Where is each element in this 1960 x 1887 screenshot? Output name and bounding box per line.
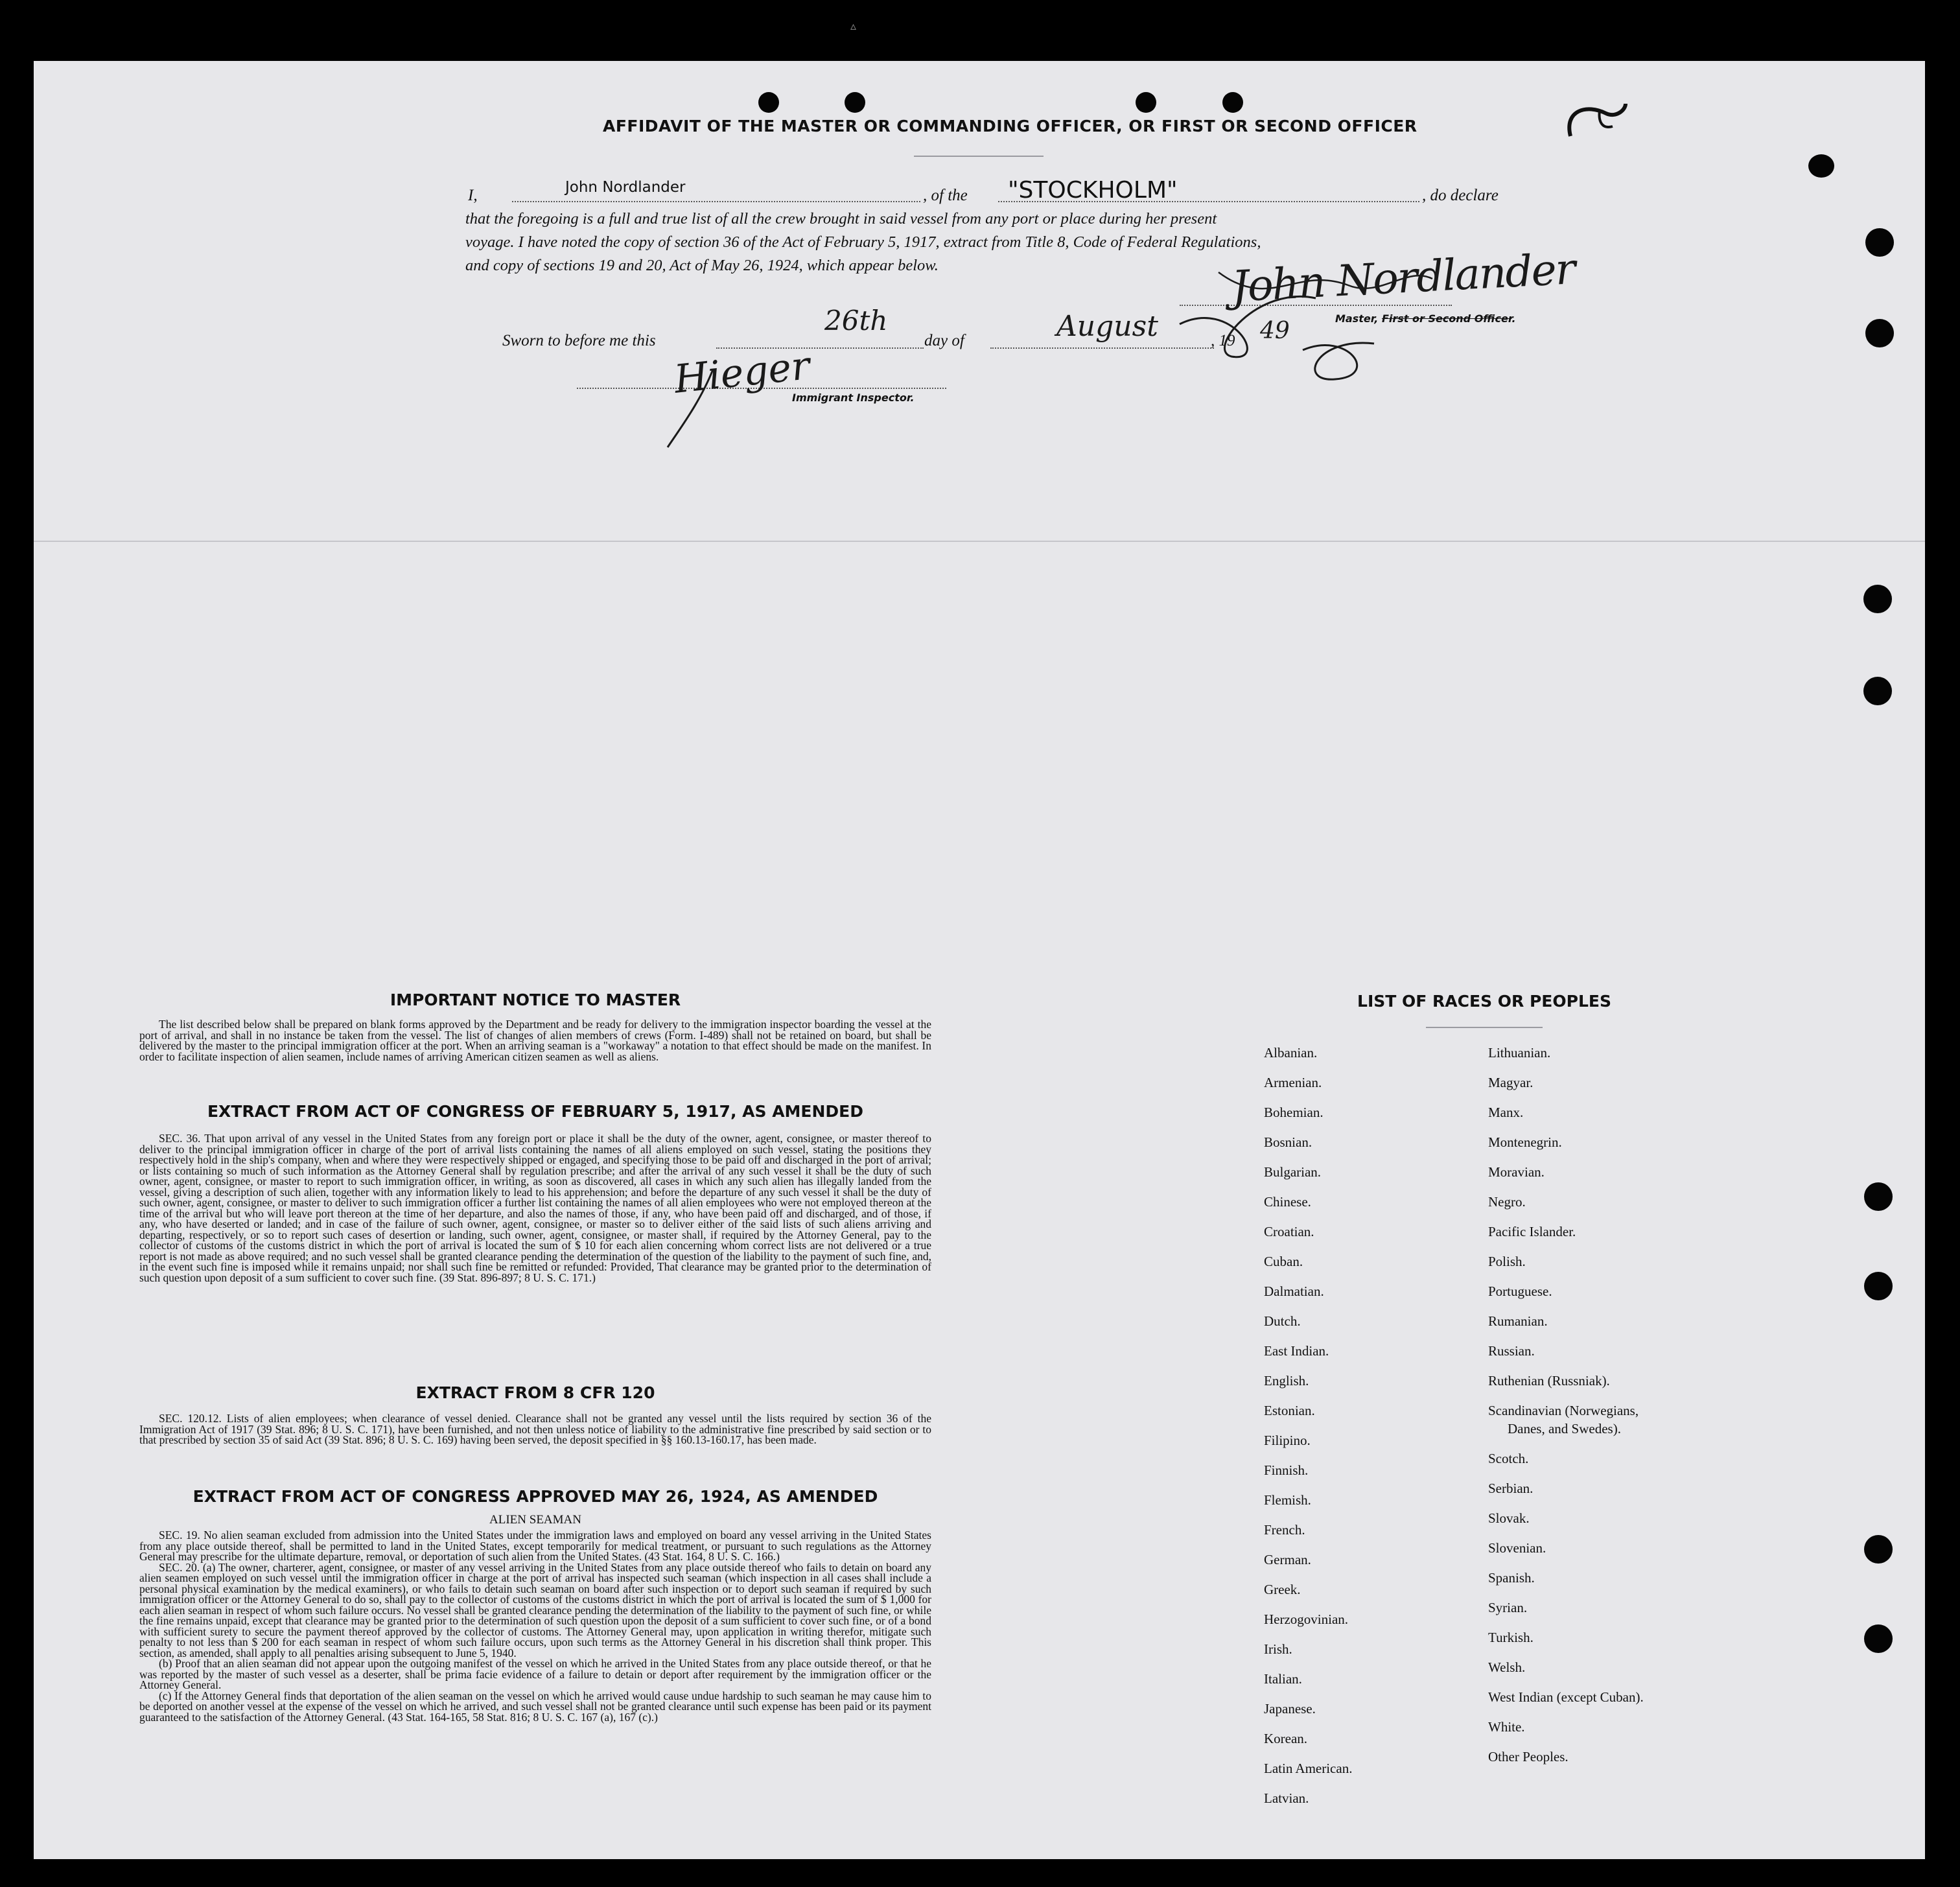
race-item: Japanese.	[1264, 1701, 1316, 1717]
race-item: Croatian.	[1264, 1224, 1314, 1239]
race-item: Moravian.	[1488, 1164, 1545, 1180]
of-the-label: , of the	[923, 187, 968, 204]
race-item: Manx.	[1488, 1105, 1524, 1120]
sec120-paragraph: SEC. 120.12. Lists of alien employees; when clearance of vessel denied. Clearance shall not be granted any vessel until the lists required by section 36 of the Immigration Act of 1917 (39 Stat. 896; 8 U. S. C. 171), have been furnished, and not then unless notice of liability to the administrative fine prescribed by said section or to that prescribed by section 35 of said Act (39 Stat. 896; 8 U. S. C. 169) having been served, the deposit specified in §§ 160.13-160.17, has been made.	[139, 1412, 931, 1446]
title-rule	[914, 156, 1044, 157]
race-item: Flemish.	[1264, 1492, 1311, 1508]
caption-period: .	[1511, 312, 1516, 325]
race-item: Other Peoples.	[1488, 1749, 1569, 1764]
race-item: Slovak.	[1488, 1510, 1530, 1526]
punch-hole-icon	[845, 92, 865, 113]
race-item: Latvian.	[1264, 1790, 1309, 1806]
race-item: Bulgarian.	[1264, 1164, 1322, 1180]
notice-body	[139, 1019, 931, 1062]
race-item: Albanian.	[1264, 1045, 1318, 1061]
race-item: Polish.	[1488, 1254, 1526, 1269]
race-item: Bohemian.	[1264, 1105, 1324, 1120]
race-item: West Indian (except Cuban).	[1488, 1689, 1644, 1705]
sec20c-paragraph: (c) If the Attorney General finds that deportation of the alien seaman on the vessel on which he arrived would cause undue hardship to such seaman he may cause him to be deported on another vessel at the expense of the vessel on which he arrived, and such vessel shall not be granted clearance until such expense has been paid or its payment guaranteed to the satisfaction of the Attorney General. (43 Stat. 164-165, 58 Stat. 816; 8 U. S. C. 167 (a), 167 (c).)	[139, 1689, 931, 1724]
punch-hole-icon	[1865, 319, 1894, 347]
do-declare-label: , do declare	[1422, 187, 1499, 204]
race-item: Spanish.	[1488, 1570, 1535, 1586]
race-item: German.	[1264, 1552, 1311, 1567]
signature-flourish	[1102, 259, 1439, 389]
punch-hole-icon	[758, 92, 779, 113]
inspector-flourish	[655, 363, 732, 454]
races-title: LIST OF RACES OR PEOPLES	[1357, 992, 1611, 1011]
race-item: Irish.	[1264, 1641, 1292, 1657]
race-item: Cuban.	[1264, 1254, 1303, 1269]
race-item: Bosnian.	[1264, 1134, 1312, 1150]
race-item: French.	[1264, 1522, 1305, 1538]
sworn-day-value: 26th	[824, 305, 888, 336]
extract2-title: EXTRACT FROM 8 CFR 120	[415, 1383, 655, 1402]
inspector-signature: Hieger	[671, 343, 812, 403]
sworn-month-value: August	[1056, 310, 1158, 343]
stray-mark: ▵	[850, 19, 857, 32]
punch-hole-icon	[1808, 154, 1834, 178]
race-item: Scotch.	[1488, 1451, 1529, 1466]
race-item: Armenian.	[1264, 1075, 1322, 1090]
race-item: Negro.	[1488, 1194, 1526, 1210]
race-item: Finnish.	[1264, 1462, 1309, 1478]
struck-officer-label: First or Second Officer	[1381, 312, 1512, 325]
name-field-line	[512, 201, 920, 202]
punch-hole-icon	[1864, 1182, 1893, 1211]
punch-hole-icon	[1865, 228, 1894, 257]
race-item: Scandinavian (Norwegians,	[1488, 1403, 1639, 1418]
sec20b-paragraph: (b) Proof that an alien seaman did not appear upon the outgoing manifest of the vessel on which he arrived in the United States from any place outside thereof, or that he was reported by the master of such vessel as a deserter, shall be prima facie evidence of a failure to detain or deport after requirement by the immigration officer or the Attorney General.	[139, 1657, 931, 1691]
inspector-label: Immigrant Inspector.	[792, 392, 915, 404]
race-item: White.	[1488, 1719, 1525, 1735]
race-item: Filipino.	[1264, 1433, 1311, 1448]
punch-hole-icon	[1864, 1624, 1893, 1653]
sec19-paragraph: SEC. 19. No alien seaman excluded from admission into the United States under the immigration laws and employed on board any vessel arriving in the United States from any place outside thereof, shall be permitted to land in the United States, except temporarily for medical treatment, or pursuant to such regulations as the Attorney General may prescribe for the ultimate departure, removal, or deportation of such alien from the United States. (43 Stat. 164, 8 U. S. C. 166.)	[139, 1529, 931, 1563]
sec19-20-body	[139, 1530, 931, 1722]
race-item: Slovenian.	[1488, 1540, 1546, 1556]
sworn-label: Sworn to before me this	[502, 332, 656, 349]
day-of-label: day of	[924, 332, 964, 349]
fold-line	[34, 541, 1925, 542]
master-signature: John Nordlander	[1230, 244, 1576, 312]
race-item: Estonian.	[1264, 1403, 1315, 1418]
race-item: Russian.	[1488, 1343, 1535, 1359]
race-item: Greek.	[1264, 1582, 1301, 1597]
race-item: Magyar.	[1488, 1075, 1534, 1090]
race-item: Chinese.	[1264, 1194, 1311, 1210]
races-col-1	[1264, 1045, 1458, 1810]
year-prefix-label: , 19	[1211, 332, 1235, 349]
master-label: Master,	[1335, 312, 1379, 325]
race-item: Turkish.	[1488, 1630, 1534, 1645]
race-item: Montenegrin.	[1488, 1134, 1562, 1150]
punch-hole-icon	[1863, 585, 1892, 613]
sec36-paragraph: SEC. 36. That upon arrival of any vessel in the United States from any foreign port or place it shall be the duty of the owner, agent, consignee, or master thereof to deliver to the principal immigration officer in charge of the port of arrival lists containing the names of all aliens employed on such vessel, stating the positions they respectively hold in the ship's company, when and where they were respectively shipped or engaged, and specifying those to be paid off and discharged in the port of arrival; or lists containing so much of such information as the Attorney General shall by regulation prescribe; and after the arrival of any such vessel it shall be the duty of such owner, agent, consignee, or master to report to such immigration officer, in writing, as soon as discovered, all cases in which any such alien has illegally landed from the vessel, giving a description of such alien, together with any information likely to lead to his apprehension; and before the departure of any such vessel it shall be the duty of such owner, agent, consignee, or master to deliver to such immigration officer a further list containing the names of all alien employees who were not employed thereon at the time of the arrival but who will leave port thereon at the time of her departure, and also the names of those, if any, who have been paid off and discharged, and of those, if any, who have deserted or landed; and in case of the failure of such owner, agent, consignee, or master so to deliver either of the said lists of such aliens arriving and departing, respectively, or so to report such cases of desertion or landing, such owner, agent, consignee, or master shall, if required by the Attorney General, pay to the collector of customs of the customs district in which the port of arrival is located the sum of $ 10 for each alien concerning whom correct lists are not delivered or a true report is not made as above required; and no such vessel shall be granted clearance pending the determination of the question of the liability to the payment of such fine, and, in the event such fine is imposed while it remains unpaid; nor shall such fine be remitted or refunded: Provided, That clearance may be granted prior to the determination of such question upon deposit of a sum sufficient to cover such fine. (39 Stat. 896-897; 8 U. S. C. 171.)	[139, 1132, 931, 1284]
year-suffix-value: 49	[1260, 318, 1290, 344]
race-item: Latin American.	[1264, 1761, 1353, 1776]
race-item: Ruthenian (Russniak).	[1488, 1373, 1610, 1389]
master-name-value: John Nordlander	[565, 179, 686, 196]
i-label: I,	[468, 187, 478, 204]
race-item: Serbian.	[1488, 1481, 1534, 1496]
affidavit-line-3: voyage. I have noted the copy of section 36 of the Act of February 5, 1917, extract from Title 8, Code of Federal Regulations,	[465, 233, 1261, 251]
races-col-2	[1488, 1045, 1747, 1810]
alien-seaman-heading: ALIEN SEAMAN	[489, 1513, 581, 1527]
race-item: East Indian.	[1264, 1343, 1329, 1359]
race-item: English.	[1264, 1373, 1309, 1389]
affidavit-line-2: that the foregoing is a full and true list of all the crew brought in said vessel from any port or place during her present	[465, 210, 1217, 228]
punch-hole-icon	[1222, 92, 1243, 113]
race-item: Danes, and Swedes).	[1508, 1421, 1621, 1436]
affidavit-title: AFFIDAVIT OF THE MASTER OR COMMANDING OFFICER, OR FIRST OR SECOND OFFICER	[603, 117, 1418, 135]
punch-hole-icon	[1863, 677, 1892, 705]
day-field-line	[716, 347, 924, 349]
race-item: Italian.	[1264, 1671, 1302, 1687]
race-item: Rumanian.	[1488, 1313, 1548, 1329]
sec120-body	[139, 1413, 931, 1446]
punch-hole-icon	[1136, 92, 1156, 113]
extract3-title: EXTRACT FROM ACT OF CONGRESS APPROVED MAY 26, 1924, AS AMENDED	[192, 1487, 878, 1506]
sec36-body	[139, 1133, 931, 1283]
notice-title: IMPORTANT NOTICE TO MASTER	[390, 990, 681, 1009]
extract1-title: EXTRACT FROM ACT OF CONGRESS OF FEBRUARY 5, 1917, AS AMENDED	[207, 1102, 864, 1121]
punch-hole-icon	[1864, 1535, 1893, 1564]
race-item: Portuguese.	[1488, 1283, 1552, 1299]
race-item: Dutch.	[1264, 1313, 1301, 1329]
race-item: Welsh.	[1488, 1659, 1526, 1675]
notice-paragraph: The list described below shall be prepared on blank forms approved by the Department and be ready for delivery to the immigration inspector boarding the vessel at the port of arrival, and shall in no instance be taken from the vessel. The list of changes of alien members of crews (Form. I-489) shall not be retained on board, but shall be delivered by the master to the principal immigration officer at the port. When an arriving seaman is a "workaway" a notation to that effect should be made on the manifest. In order to facilitate inspection of alien seamen, include names of arriving American citizen seamen as well as aliens.	[139, 1018, 931, 1063]
punch-hole-icon	[1864, 1272, 1893, 1300]
sec20a-paragraph: SEC. 20. (a) The owner, charterer, agent, consignee, or master of any vessel arriving in the United States from any place outside thereof who fails to detain on board any alien seamen employed on such vessel until the immigration officer in charge at the port of arrival has inspected such seaman (which inspection in all cases shall include a personal physical examination by the medical examiners), or who fails to detain such seaman on board after such inspection or to deport such seaman if required by such immigration officer or the Attorney General to do so, shall pay to the collector of customs of the customs district in which the port of arrival is located the sum of $ 1,000 for each alien seaman in respect of whom such failure occurs. No vessel shall be granted clearance pending the determination of the liability to the payment of such fine, or while the fine remains unpaid, except that clearance may be granted prior to the determination of such question upon the deposit of a sum sufficient to cover such fine, or of a bond with sufficient surety to secure the payment thereof approved by the collector of customs. The Attorney General may, upon application in writing therefor, mitigate such penalty to not less than $ 200 for each seaman in respect of whom such failure occurs, upon such terms as the Attorney General in his discretion shall think proper. This section, as amended, shall apply to all penalties arising subsequent to June 5, 1940.	[139, 1560, 931, 1659]
race-item: Pacific Islander.	[1488, 1224, 1576, 1239]
race-item: Korean.	[1264, 1731, 1308, 1746]
top-right-scribble	[1561, 97, 1632, 149]
vessel-name-value: "STOCKHOLM"	[1008, 177, 1178, 204]
race-item: Lithuanian.	[1488, 1045, 1551, 1061]
race-item: Herzogovinian.	[1264, 1612, 1349, 1627]
race-item: Dalmatian.	[1264, 1283, 1324, 1299]
race-item: Syrian.	[1488, 1600, 1528, 1615]
affidavit-line-4: and copy of sections 19 and 20, Act of May 26, 1924, which appear below.	[465, 257, 939, 274]
races-title-rule	[1426, 1027, 1543, 1028]
